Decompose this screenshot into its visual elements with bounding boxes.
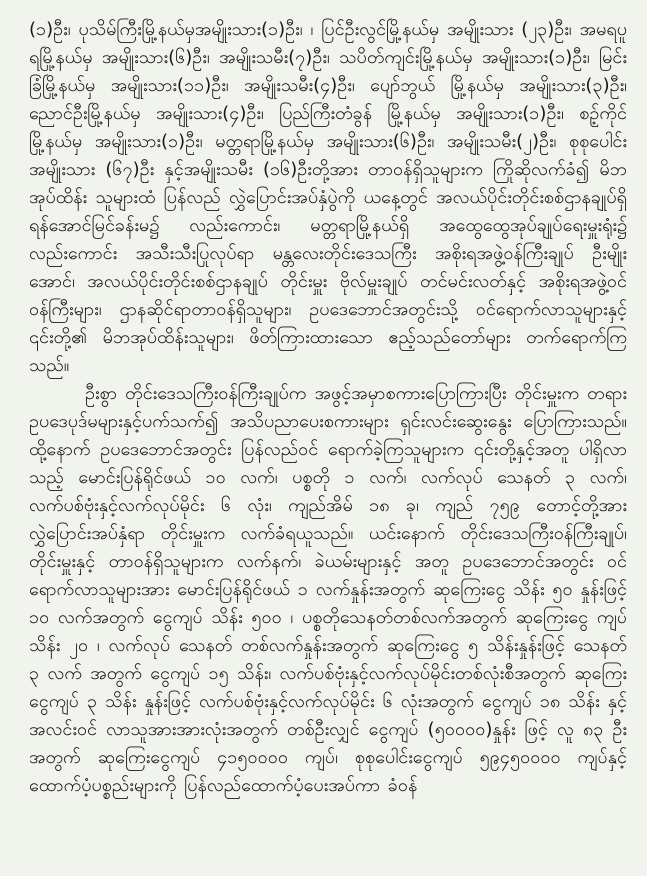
paragraph-2: ဦးစွာ တိုင်းဒေသကြီးဝန်ကြီးချုပ်က အဖွင့်အမှာစကားပြောကြားပြီး တိုင်းမှူးက တရားဥပဒေပုဒ်မများနှင့်ပက်သက်၍ အသိပညာပေးစကားများ ရှင်းလင်းဆွေးနွေး ပြောကြားသည်။ ထို့နောက် ဥပဒေဘောင်အတွင်း ပြန်လည်ဝင် ရောက်ခဲ့ကြသူများက ၎င်းတို့နှင့်အတူ ပါရှိလာသည့် မောင်းပြန်ရိုင်ဖယ် ၁၀ လက်၊ ပစ္စတို ၁ လက်၊ လက်လုပ် သေနတ် ၃ လက်၊ လက်ပစ်ဗုံးနှင့်လက်လုပ်မိုင်း ၆ လုံး၊ ကျည်အိမ် ၁၈ ခု၊ ကျည် ၇၅၉ တောင့်တို့အား လွှဲပြောင်းအပ်နှံရာ တိုင်းမှူးက လက်ခံရယူသည်။ ယင်းနောက် တိုင်းဒေသကြီးဝန်ကြီးချုပ်၊ တိုင်းမှူးနှင့် တာဝန်ရှိသူများက လက်နက်၊ ခဲယမ်းများနှင့် အတူ ဥပဒေဘောင်အတွင်း ဝင်ရောက်လာသူများအား မောင်းပြန်ရိုင်ဖယ် ၁ လက်နှုန်းအတွက် ဆုကြေးငွေ သိန်း ၅၀ နှုန်းဖြင့် ၁၀ လက်အတွက် ငွေကျပ် သိန်း ၅၀၀ ၊ ပစ္စတိုသေနတ်တစ်လက်အတွက် ဆုကြေးငွေ ကျပ်သိန်း ၂၀ ၊ လက်လုပ် သေနတ် တစ်လက်နှုန်းအတွက် ဆုကြေးငွေ ၅ သိန်းနှုန်းဖြင့် သေနတ် ၃ လက် အတွက် ငွေကျပ် ၁၅ သိန်း၊ လက်ပစ်ဗုံးနှင့်လက်လုပ်မိုင်းတစ်လုံးစီအတွက် ဆုကြေး ငွေကျပ် ၃ သိန်း နှုန်းဖြင့် လက်ပစ်ဗုံးနှင့်လက်လုပ်မိုင်း ၆ လုံးအတွက် ငွေကျပ် ၁၈ သိန်း နှင့် အလင်းဝင် လာသူအားအားလုံးအတွက် တစ်ဦးလျှင် ငွေကျပ် (၅၀၀၀၀)နှုန်း ဖြင့် လူ ၈၃ ဦးအတွက် ဆုကြေးငွေကျပ် ၄၁၅၀၀၀၀ ကျပ်၊ စုစုပေါင်းငွေကျပ် ၅၉၄၅၀၀၀၀ ကျပ်နှင့် ထောက်ပံ့ပစ္စည်းများကို ပြန်လည်ထောက်ပံ့ပေးအပ်ကာ ခံဝန် (29, 383, 627, 796)
paragraph-1: (၁)ဦး၊ ပုသိမ်ကြီးမြို့နယ်မှအမျိုးသား(၁)ဦး၊ ၊ ပြင်ဦးလွင်မြို့နယ်မှ အမျိုးသား (၂၃)ဦး၊ အမရပူရမြို့နယ်မှ အမျိုးသား(၆)ဦး၊ အမျိုးသမီး(၇)ဦး၊ သပိတ်ကျင်းမြို့နယ်မှ အမျိုးသား(၁)ဦး၊ မြင်းခြံမြို့နယ်မှ အမျိုးသား(၁၁)ဦး၊ အမျိုးသမီး(၄)ဦး၊ ပျော်ဘွယ် မြို့နယ်မှ အမျိုးသား(၃)ဦး၊ ညောင်ဦးမြို့နယ်မှ အမျိုးသား(၄)ဦး၊ ပြည်ကြီးတံခွန် မြို့နယ်မှ အမျိုးသား(၁)ဦး၊ စဉ့်ကိုင်မြို့နယ်မှ အမျိုးသား(၁)ဦး၊ မတ္တရာမြို့နယ်မှ အမျိုးသား(၆)ဦး၊ အမျိုးသမီး(၂)ဦး၊ စုစုပေါင်း အမျိုးသား (၆၇)ဦး နှင့်အမျိုးသမီး (၁၆)ဦးတို့အား တာဝန်ရှိသူများက ကြိုဆိုလက်ခံ၍ မိဘအုပ်ထိန်း သူများထံ ပြန်လည် လွှဲပြောင်းအပ်နှံပွဲကို ယနေ့တွင် အလယ်ပိုင်းတိုင်းစစ်ဌာနချုပ်ရှိ ရန်အောင်မြင်ခန်းမ၌ လည်းကောင်း၊ မတ္တရာမြို့နယ်ရှိ အထွေထွေအုပ်ချုပ်ရေးမှူးရုံး၌ လည်းကောင်း အသီးသီးပြုလုပ်ရာ မန္တလေးတိုင်းဒေသကြီး အစိုးရအဖွဲ့ဝန်ကြီးချုပ် ဦးမျိုးအောင်၊ အလယ်ပိုင်းတိုင်းစစ်ဌာနချုပ် တိုင်းမှူး ဗိုလ်မှူးချုပ် တင်မင်းလတ်နှင့် အစိုးရအဖွဲ့ဝင် ဝန်ကြီးများ၊ ဌာနဆိုင်ရာတာဝန်ရှိသူများ၊ ဥပဒေဘောင်အတွင်းသို့ ဝင်ရောက်လာသူများနှင့် ၎င်းတို့၏ မိဘအုပ်ထိန်းသူများ၊ ဖိတ်ကြားထားသော ဧည့်သည်တော်များ တက်ရောက်ကြသည်။ (29, 19, 627, 376)
